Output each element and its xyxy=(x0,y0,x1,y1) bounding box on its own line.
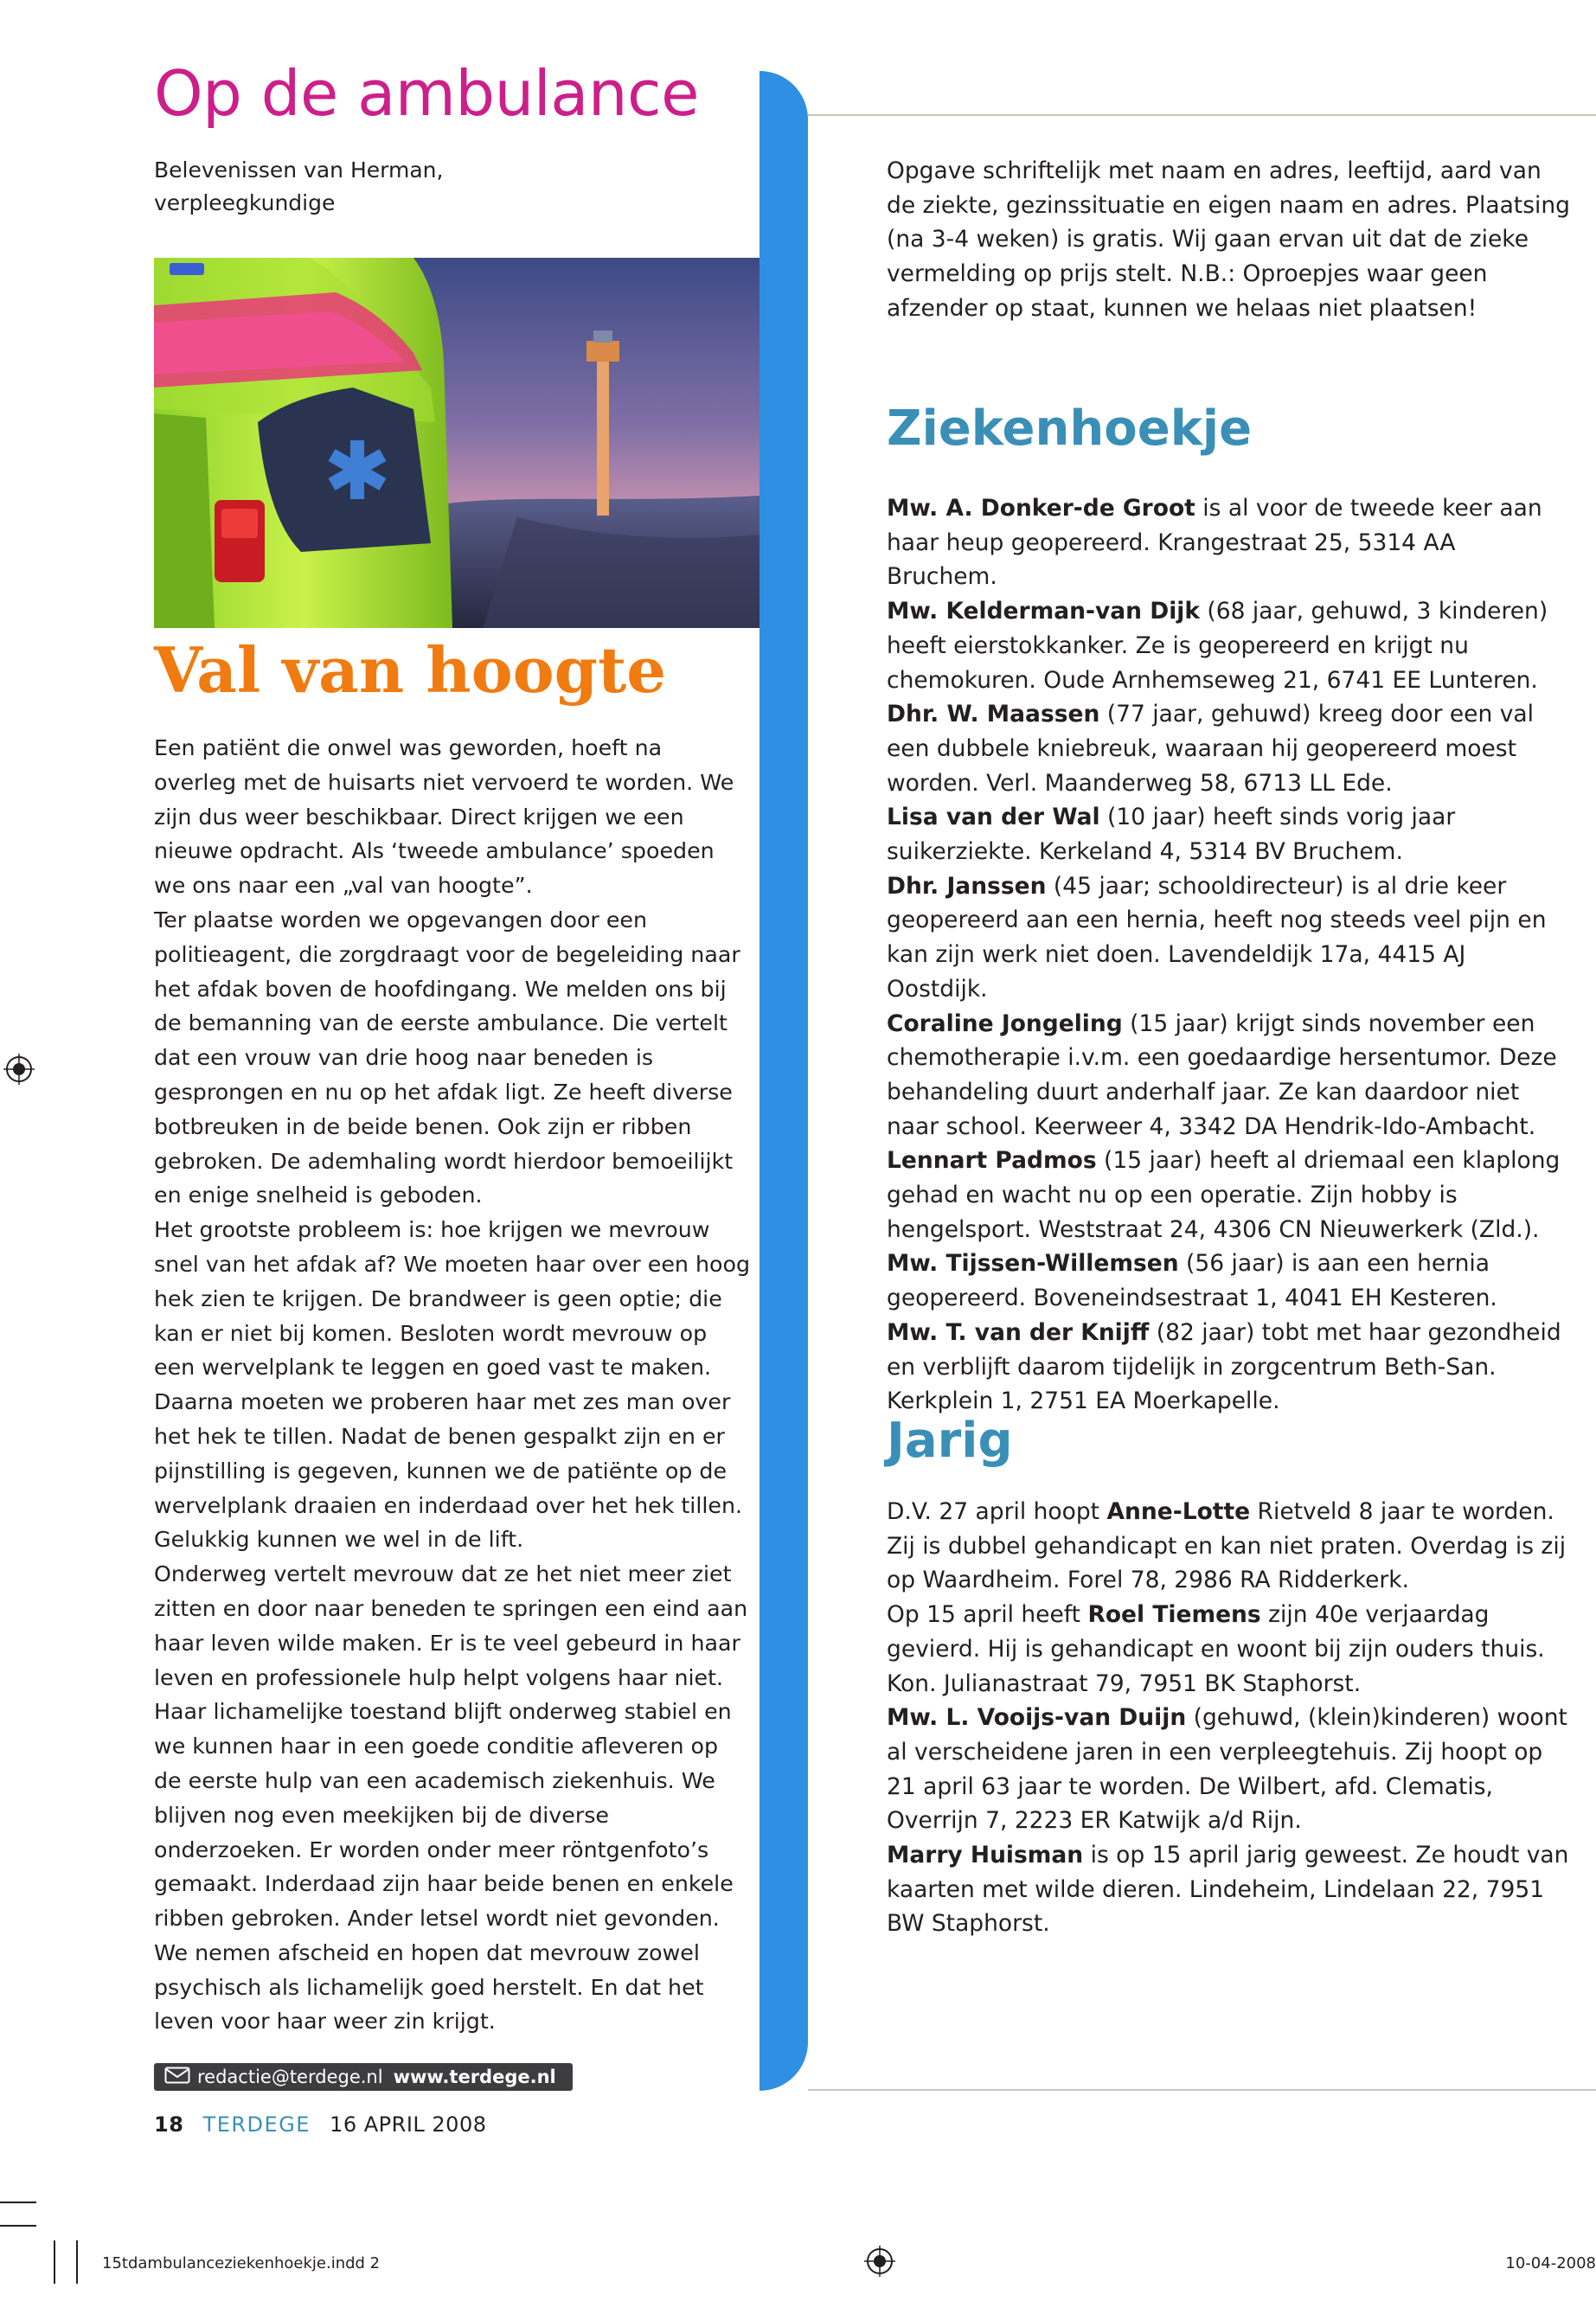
entry-name: Mw. T. van der Knijff xyxy=(887,1318,1150,1346)
folio xyxy=(154,2112,486,2137)
ziekenhoekje-entry xyxy=(887,491,1570,594)
ziekenhoekje-entry xyxy=(887,594,1570,697)
entry-text: (45 jaar; schooldirecteur) is al drie keer geopereerd aan een hernia, heeft nog steeds veel pijn en kan zijn werk niet doen. Lavendeldijk 17a, 4415 AJ Oostdijk. xyxy=(887,872,1547,1003)
bottom-rule xyxy=(808,2089,1596,2091)
crop-mark xyxy=(54,2240,55,2284)
entry-prefix: D.V. 27 april hoopt xyxy=(887,1498,1107,1525)
top-rule xyxy=(808,114,1596,116)
entry-name: Mw. L. Vooijs-van Duijn xyxy=(887,1704,1187,1732)
entry-text: (56 jaar) is aan een hernia geopereerd. Boveneindsestraat 1, 4041 EH Kesteren. xyxy=(887,1250,1497,1312)
article-paragraph: Het grootste probleem is: hoe krijgen we mevrouw snel van het afdak af? We moeten haar over een hoog hek zien te krijgen. De brandweer is geen optie; die kan er niet bij komen. Besloten wordt mevrouw op een wervelplank te leggen en goed vast te maken. Daarna moeten we proberen haar met zes man over het hek te tillen. Nadat de benen gespalkt zijn en er pijnstilling is gegeven, kunnen we de patiënte op de wervelplank draaien en inderdaad over het hek tillen. Gelukkig kunnen we wel in de lift. xyxy=(154,1217,751,1553)
issue-date: 16 APRIL 2008 xyxy=(330,2112,487,2137)
entry-text: Rietveld 8 jaar te worden. Zij is dubbel gehandicapt en kan niet praten. Overdag is zij op Waardheim. Forel 78, 2986 RA Ridderkerk. xyxy=(887,1498,1567,1594)
article-paragraph: Ter plaatse worden we opgevangen door een politieagent, die zorgdraagt voor de begeleiding naar het afdak boven de hoofdingang. We melden ons bij de bemanning van de eerste ambulance. Die vertelt dat een vrouw van drie hoog naar beneden is gesprongen en nu op het afdak ligt. Ze heeft diverse botbreuken in de beide benen. Ook zijn er ribben gebroken. De ademhaling wordt hierdoor bemoeilijkt en enige snelheid is geboden. xyxy=(154,907,740,1208)
envelope-icon xyxy=(164,2067,190,2088)
ambulance-photo xyxy=(154,258,760,628)
slug-filename: 15tdambulanceziekenhoekje.indd 2 xyxy=(102,2254,381,2272)
entry-text: zijn 40e verjaardag gevierd. Hij is gehandicapt en woont bij zijn ouders thuis. Kon. Julianastraat 79, 7951 BK Staphorst. xyxy=(887,1601,1545,1697)
entry-text: (15 jaar) krijgt sinds november een chemotherapie i.v.m. een goedaardige hersentumor. Deze behandeling duurt anderhalf jaar. Ze kan daardoor niet naar school. Keerweer 4, 3342 DA Hendrik-Ido-Ambacht. xyxy=(887,1009,1557,1140)
section-title: Op de ambulance xyxy=(154,57,699,130)
article-title: Val van hoogte xyxy=(154,633,667,707)
jarig-entry xyxy=(887,1598,1570,1701)
entry-text: is op 15 april jarig geweest. Ze houdt van kaarten met wilde dieren. Lindeheim, Lindelaan 22, 7951 BW Staphorst. xyxy=(887,1842,1569,1938)
entry-text: (gehuwd, (klein)kinderen) woont al verscheidene jaren in een verpleegtehuis. Zij hoopt op 21 april 63 jaar te worden. De Wilbert, afd. Clematis, Overrijn 7, 2223 ER Katwijk a/d Rijn. xyxy=(887,1704,1567,1835)
entry-prefix: Op 15 april heeft xyxy=(887,1601,1088,1629)
entry-name: Mw. Kelderman-van Dijk xyxy=(887,598,1200,625)
article-paragraph: Een patiënt die onwel was geworden, hoeft na overleg met de huisarts niet vervoerd te worden. We zijn dus weer beschikbaar. Direct krijgen we een nieuwe opdracht. Als ‘tweede ambulance’ spoeden we ons naar een „val van hoogte”. xyxy=(154,735,734,899)
registration-mark-icon xyxy=(3,1054,35,1085)
ziekenhoekje-entry xyxy=(887,1007,1570,1144)
ziekenhoekje-entry xyxy=(887,697,1570,800)
byline xyxy=(154,154,517,220)
entry-text: (10 jaar) heeft sinds vorig jaar suikerziekte. Kerkeland 4, 5314 BV Bruchem. xyxy=(887,804,1456,866)
entry-name: Lisa van der Wal xyxy=(887,804,1100,831)
entry-text: (82 jaar) tobt met haar gezondheid en verblijft daarom tijdelijk in zorgcentrum Beth-San. Kerkplein 1, 2751 EA Moerkapelle. xyxy=(887,1318,1561,1415)
byline-line: verpleegkundige xyxy=(154,190,336,215)
contact-website[interactable]: www.terdege.nl xyxy=(393,2067,556,2087)
entry-text: is al voor de tweede keer aan haar heup geopereerd. Krangestraat 25, 5314 AA Bruchem. xyxy=(887,495,1542,591)
entry-text: (15 jaar) heeft al driemaal een klaplong gehad en wacht nu op een operatie. Zijn hobby is hengelsport. Weststraat 24, 4306 CN Nieuwerkerk (Zld.). xyxy=(887,1147,1561,1243)
crop-mark xyxy=(0,2225,36,2227)
ziekenhoekje-entry xyxy=(887,869,1570,1007)
slug-date: 10-04-2008 xyxy=(1505,2254,1596,2272)
crop-mark xyxy=(0,2202,36,2203)
jarig-heading: Jarig xyxy=(887,1413,1013,1469)
crop-mark xyxy=(76,2240,78,2284)
entry-name: Roel Tiemens xyxy=(1087,1601,1261,1629)
entry-text: (77 jaar, gehuwd) kreeg door een val een dubbele kniebreuk, waaraan hij geopereerd moest worden. Verl. Maanderweg 58, 6713 LL Ede. xyxy=(887,701,1534,797)
jarig-entry xyxy=(887,1701,1570,1838)
ziekenhoekje-entry xyxy=(887,800,1570,868)
entry-name: Marry Huisman xyxy=(887,1842,1084,1869)
entry-name: Dhr. Janssen xyxy=(887,872,1047,900)
page-number: 18 xyxy=(154,2112,184,2137)
ziekenhoekje-entry xyxy=(887,1316,1570,1419)
submission-instructions: Opgave schriftelijk met naam en adres, leeftijd, aard van de ziekte, gezinssituatie en eigen naam en adres. Plaatsing (na 3-4 weken) is gratis. Wij gaan ervan uit dat de zieke vermelding op prijs stelt. N.B.: Oproepjes waar geen afzender op staat, kunnen we helaas niet plaatsen! xyxy=(887,157,1570,322)
magazine-name: TERDEGE xyxy=(202,2112,311,2137)
ziekenhoekje-heading: Ziekenhoekje xyxy=(887,401,1253,457)
article-paragraph: Onderweg vertelt mevrouw dat ze het niet meer ziet zitten en door naar beneden te springen een eind aan haar leven wilde maken. Er is te veel gebeurd in haar leven en professionele hulp helpt volgens haar niet. Haar lichamelijke toestand blijft onderweg stabiel en we kunnen haar in een goede conditie afleveren op de eerste hulp van een academisch ziekenhuis. We blijven nog even meekijken bij de diverse onderzoeken. Er worden onder meer röntgenfoto’s gemaakt. Inderdaad zijn haar beide benen en enkele ribben gebroken. Ander letsel wordt niet gevonden. We nemen afscheid en hopen dat mevrouw zowel psychisch als lichamelijk goed herstelt. En dat het leven voor haar weer zin krijgt. xyxy=(154,1561,748,2035)
byline-line: Belevenissen van Herman, xyxy=(154,157,444,183)
article-body xyxy=(154,731,751,2039)
entry-name: Mw. Tijssen-Willemsen xyxy=(887,1250,1179,1278)
registration-mark-icon xyxy=(864,2246,895,2277)
ziekenhoekje-list xyxy=(887,491,1570,1419)
contact-bar xyxy=(154,2063,573,2091)
entry-name: Mw. A. Donker-de Groot xyxy=(887,495,1195,522)
contact-email[interactable]: redactie@terdege.nl xyxy=(197,2067,383,2087)
entry-name: Coraline Jongeling xyxy=(887,1009,1123,1037)
blue-divider-band xyxy=(760,71,808,2091)
jarig-entry xyxy=(887,1495,1570,1598)
jarig-entry xyxy=(887,1838,1570,1941)
entry-name: Dhr. W. Maassen xyxy=(887,701,1100,728)
entry-name: Anne-Lotte xyxy=(1106,1498,1251,1525)
ziekenhoekje-entry xyxy=(887,1144,1570,1247)
entry-name: Lennart Padmos xyxy=(887,1147,1097,1175)
ziekenhoekje-entry xyxy=(887,1247,1570,1315)
jarig-list xyxy=(887,1495,1570,1941)
entry-text: (68 jaar, gehuwd, 3 kinderen) heeft eierstokkanker. Ze is geopereerd en krijgt nu chemokuren. Oude Arnhemseweg 21, 6741 EE Lunteren. xyxy=(887,598,1548,694)
